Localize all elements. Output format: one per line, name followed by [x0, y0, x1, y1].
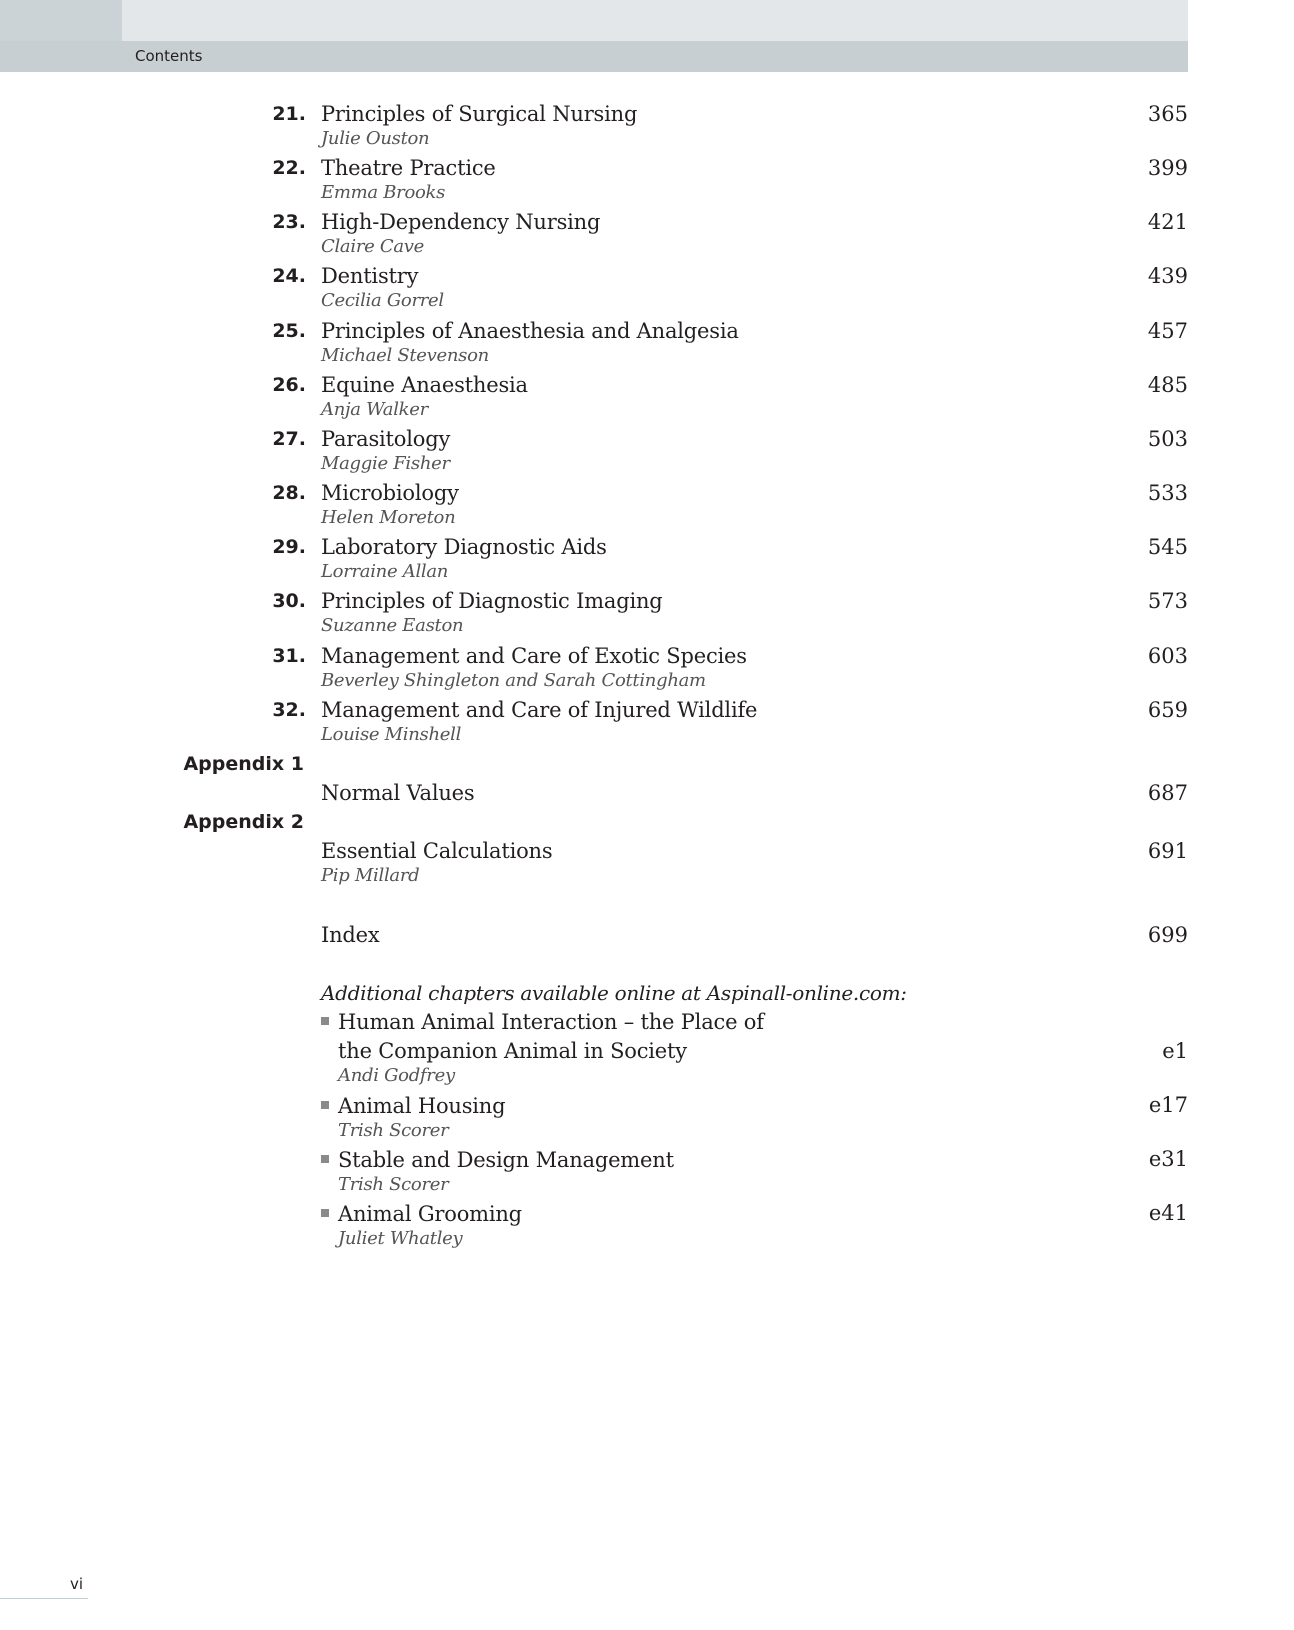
chapter-title: Management and Care of Injured Wildlife	[321, 698, 758, 722]
online-chapter-author: Andi Godfrey	[338, 1065, 455, 1086]
chapter-author: Louise Minshell	[321, 724, 462, 745]
page-number: 573	[1147, 589, 1188, 613]
appendix-author: Pip Millard	[321, 865, 420, 886]
square-bullet-icon	[321, 1017, 329, 1025]
chapter-author: Claire Cave	[321, 236, 425, 257]
page-number: 399	[1147, 156, 1188, 180]
page-number: e41	[1148, 1201, 1188, 1225]
page-number: 503	[1147, 427, 1188, 451]
chapter-title: High-Dependency Nursing	[321, 210, 601, 234]
chapter-author: Maggie Fisher	[321, 453, 450, 474]
chapter-author: Cecilia Gorrel	[321, 290, 444, 311]
appendix-2-label: Appendix 2	[183, 811, 304, 833]
square-bullet-icon	[321, 1209, 329, 1217]
page-number: 457	[1147, 319, 1188, 343]
page-number: e31	[1148, 1147, 1188, 1171]
chapter-title: Theatre Practice	[321, 156, 496, 180]
chapter-number: 23.	[272, 211, 306, 233]
page-number: e1	[1162, 1039, 1188, 1063]
chapter-author: Suzanne Easton	[321, 615, 464, 636]
chapter-number: 31.	[272, 645, 306, 667]
online-chapter-title-line2: the Companion Animal in Society	[338, 1039, 687, 1063]
chapter-number: 24.	[272, 265, 306, 287]
online-chapter-title: Stable and Design Management	[338, 1148, 674, 1172]
page-number: 533	[1147, 481, 1188, 505]
chapter-title: Laboratory Diagnostic Aids	[321, 535, 607, 559]
chapter-author: Julie Ouston	[321, 128, 430, 149]
chapter-title: Microbiology	[321, 481, 459, 505]
page-number: e17	[1148, 1093, 1188, 1117]
square-bullet-icon	[321, 1155, 329, 1163]
chapter-title: Parasitology	[321, 427, 451, 451]
chapter-author: Lorraine Allan	[321, 561, 449, 582]
chapter-title: Dentistry	[321, 264, 419, 288]
footer-rule	[0, 1598, 88, 1599]
appendix-title: Normal Values	[321, 781, 475, 805]
running-head: Contents	[135, 47, 203, 65]
page-number: 421	[1147, 210, 1188, 234]
square-bullet-icon	[321, 1101, 329, 1109]
chapter-number: 21.	[272, 103, 306, 125]
online-chapter-author: Trish Scorer	[338, 1174, 449, 1195]
chapter-author: Helen Moreton	[321, 507, 456, 528]
chapter-author: Anja Walker	[321, 399, 428, 420]
online-chapters-note: Additional chapters available online at Aspinall-online.com:	[321, 981, 907, 1005]
page-number: 687	[1147, 781, 1188, 805]
online-chapter-title: Animal Grooming	[338, 1202, 522, 1226]
page-number: 691	[1147, 839, 1188, 863]
chapter-title: Management and Care of Exotic Species	[321, 644, 747, 668]
chapter-number: 28.	[272, 482, 306, 504]
online-chapter-author: Juliet Whatley	[338, 1228, 463, 1249]
page-number: 485	[1147, 373, 1188, 397]
appendix-1-label: Appendix 1	[183, 753, 304, 775]
chapter-number: 30.	[272, 590, 306, 612]
chapter-number: 32.	[272, 699, 306, 721]
page-number: 545	[1147, 535, 1188, 559]
chapter-number: 27.	[272, 428, 306, 450]
chapter-number: 26.	[272, 374, 306, 396]
chapter-author: Michael Stevenson	[321, 345, 489, 366]
chapter-number: 29.	[272, 536, 306, 558]
page-number: 603	[1147, 644, 1188, 668]
page-number: 439	[1147, 264, 1188, 288]
header-top-band	[122, 0, 1188, 41]
chapter-title: Principles of Diagnostic Imaging	[321, 589, 663, 613]
chapter-title: Principles of Anaesthesia and Analgesia	[321, 319, 739, 343]
online-chapter-author: Trish Scorer	[338, 1120, 449, 1141]
chapter-author: Beverley Shingleton and Sarah Cottingham	[321, 670, 706, 691]
page-number: 699	[1147, 923, 1188, 947]
page-folio: vi	[70, 1575, 84, 1593]
chapter-title: Equine Anaesthesia	[321, 373, 528, 397]
page-number: 659	[1147, 698, 1188, 722]
index-title: Index	[321, 923, 380, 947]
chapter-title: Principles of Surgical Nursing	[321, 102, 638, 126]
chapter-author: Emma Brooks	[321, 182, 446, 203]
header-corner-block	[0, 0, 122, 41]
online-chapter-title-line1: Human Animal Interaction – the Place of	[338, 1010, 764, 1034]
chapter-number: 25.	[272, 320, 306, 342]
online-chapter-title: Animal Housing	[338, 1094, 506, 1118]
appendix-title: Essential Calculations	[321, 839, 553, 863]
chapter-number: 22.	[272, 157, 306, 179]
page-number: 365	[1147, 102, 1188, 126]
